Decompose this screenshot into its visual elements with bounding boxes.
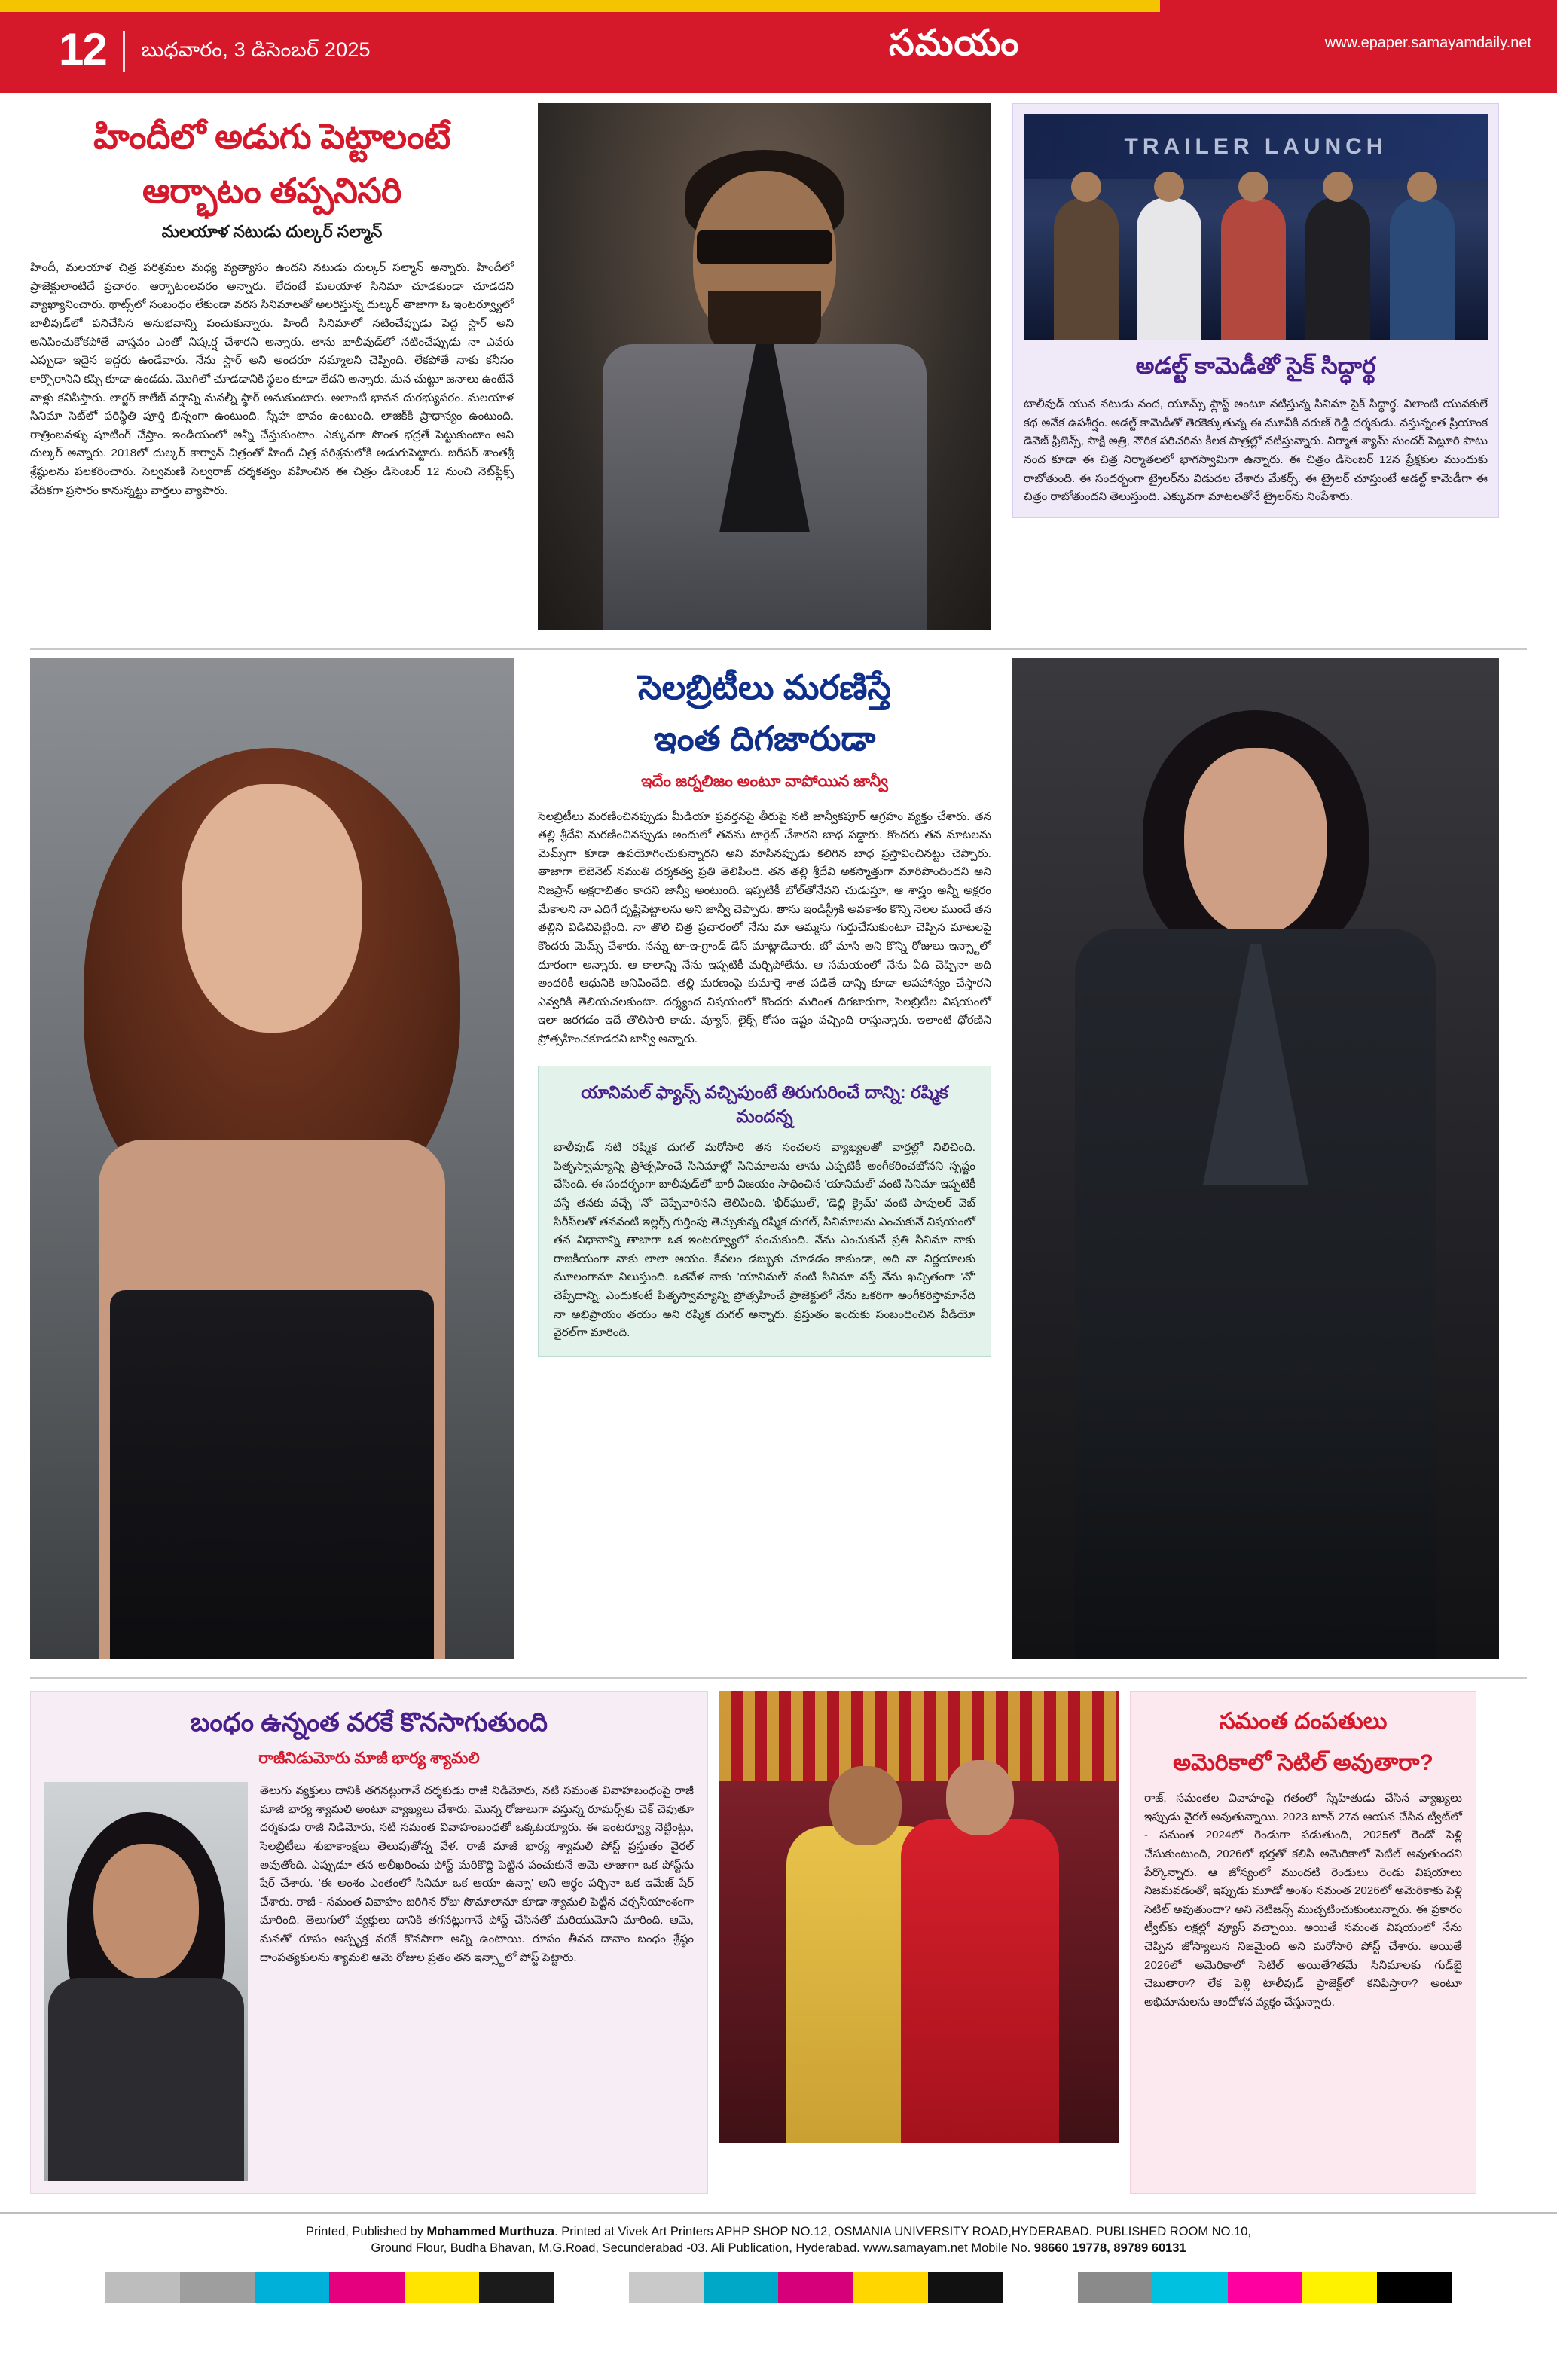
actress-face-shape xyxy=(182,784,362,1033)
bottom-story2-headline-line1: సమంత దంపతులు xyxy=(1219,1709,1388,1734)
color-swatch xyxy=(1152,2272,1227,2303)
masthead xyxy=(0,0,1557,89)
story-adult-comedy-column xyxy=(1002,103,1499,630)
groom-head xyxy=(829,1766,902,1845)
middle-headline-line1: సెలబ్రిటీలు మరణిస్తే xyxy=(638,668,891,706)
story1-body: హిందీ, మలయాళ చిత్ర పరిశ్రమల మధ్య వ్యత్యాసం ఉందని నటుడు దుల్కర్ సల్మాన్ అన్నారు. హిందీలో ప్రాజెక్టులాంటిదే ప్రచారం. ఆర్భాటంలవరం అన్నారు. లేదంటే మలయాళ సినిమా చూడకుండా చూడదని వ్యాఖ్యానించారు. థాట్స్‌లో సంబంధం లేకుండా వరస సినిమాలతో అలరిస్తున్న దుల్కర్ తాజాగా ఓ ఇంటర్వ్యూలో బాలీవుడ్‌లో పనిచేసిన అనుభవాన్ని పంచుకున్నారు. హిందీ సినిమాలో నటించేప్పుడు పెద్ద స్టార్ అని అనిపించుకోకపోతే వాస్తవం ఎంతో నిష్కర్ష చేశారని అన్నారు. తాను బాలీవుడ్‌లో నటించేప్పుడు నా ఎవరు ఎప్పుడా ఇదైన ఇద్దరు ఉండేవారు. నేను స్టార్ అని అందరూ నమ్మాలని చెప్పింది. లేకపోతే నాకు కనీసం కార్పొరానిని కప్పి కూడా ఉండదు. మొగిలో చూడడానికి స్థలం కూడా లేదని అన్నారు. మన చుట్టూ జనాలు ఉంటేనే వాళ్లు కనిపిస్తారు. లార్జర్ కాలేజ్ వర్షాన్ని మనల్నీ స్థార్ అనుకుంటారు. అలాంటి భావన దురభ్యుపరం. మలయాళ సినిమా సెట్‌లో పరిస్థితి పూర్తి భిన్నంగా ఉంటుంది. స్నేహ భావం ఉంటుంది. లాజిక్‌కి ప్రాధాన్యం ఉంటుంది. రాత్రింబవళ్ళు షూటింగ్ చేస్తాం. ఇండియంలో అన్నీ చేస్తుకుంటాం. ఎక్కువగా సొంత భద్రతే పెట్టుకుంటాం అని దుల్కర్ అన్నారు. 2018లో దుల్కర్ కార్వాన్ చిత్రంతో హిందీ చిత్ర పరిశ్రమలోకి అడుగుపెట్టారు. జరీసర్ శాంతశ్రీ శ్రేష్ఠులను పలకరించారు. సెల్వమణి సెల్వరాజ్ దర్శకత్వం వహించిన ఈ చిత్రం డిసెంబర్ 12 నుంచి నెట్‌ఫ్లిక్స్ వేదికగా ప్రసారం కానున్నట్టు వార్తలు వ్యాపారు. xyxy=(30,261,514,497)
sidebar-box-body: బాలీవుడ్ నటి రష్మిక దుగల్ మరోసారి తన సంచలన వ్యాఖ్యలతో వార్తల్లో నిలిచింది. పితృస్వామ్యాన్ని ప్రోత్సహించే సినిమాల్లో సినిమాలను తాను ఎప్పటికీ అంగీకరించబోనని స్పష్టం చేసింది. ఈ సందర్భంగా బాలీవుడ్‌లో భారీ విజయం సాధించిన 'యానిమల్' వంటి సినిమా ఇప్పటికీ వస్తే తనకు వచ్చే 'నో' చెప్పేవారినని తెలిపింది. 'భీర్‌ఘుల్', 'డెల్లి క్రైమ్' వంటి పాపులర్ వెబ్ సిరీస్‌లతో తనవంటి ఇల్లర్స్ గుర్తింపు తెచ్చుకున్న రష్మిక దుగల్, సినిమాలను ఎంచుకునే విషయంలో తన విధానాన్ని తాజాగా ఒక ఇంటర్వ్యూలో పంచుకుంది. నేను ఎంచుకునే ప్రతి సినిమా నాకు రాజకీయంగా నాకు లాలా ఆయం. కేవలం డబ్బుకు చూడడం కాకుండా, అది నా నిర్ణయాలకు మూలంగానూ నిలుస్తుంది. ఒకవేళ నాకు 'యానిమల్' వంటి సినిమా వస్తే నేను ఖచ్చితంగా 'నో' చెప్పేదాన్ని. ఎందుకంటే పితృస్వామ్యాన్ని ప్రోత్సహించే ప్రాజెక్టులో నేను ఒకరిగా అంగీకరిస్తామానేది నా అభిప్రాయం తయం అని రష్మిక దుగల్ అన్నారు. ప్రస్తుతం ఇందుకు సంబంధించిన వీడియో వైరల్‌గా మారింది. xyxy=(554,1141,975,1340)
bottom-story1-headline: బంధం ఉన్నంత వరకే కొనసాగుతుంది xyxy=(190,1708,548,1737)
color-swatch xyxy=(1377,2272,1452,2303)
imprint-line1-post: . Printed at Vivek Art Printers APHP SHOP NO.12, OSMANIA UNIVERSITY ROAD,HYDERABAD. PUBLISHED ROOM NO.10, xyxy=(554,2225,1251,2238)
color-swatch xyxy=(629,2272,704,2303)
event-person-head xyxy=(1323,172,1353,202)
masthead-right xyxy=(1160,0,1557,89)
publication-date: బుధవారం, 3 డిసెంబర్ 2025 xyxy=(141,38,371,61)
event-person xyxy=(1221,197,1286,340)
page-number: 12 xyxy=(59,24,106,75)
event-person xyxy=(1305,197,1370,340)
color-swatch xyxy=(1003,2272,1077,2303)
event-person-head xyxy=(1407,172,1437,202)
event-person-head xyxy=(1071,172,1101,202)
woman-body-shape xyxy=(48,1978,244,2181)
bottom-story1-body: తెలుగు వ్యక్తులు దానికి తగనట్లుగానే దర్శకుడు రాజీ నిడిమోరు, నటి సమంత వివాహబంధంపై రాజీ మాజీ భార్య శ్యామలి అంటూ వ్యాఖ్యలు చేశారు. మొన్న రోజులుగా వస్తున్న రూమర్స్‌కు చెక్ చెపుతూ దర్శకుడు రాజీ నిడిమోరు, నటి సమంత వివాహంబంధతో ఒక్కటయ్యారు. ఈ ఇంటర్వ్యూ నెట్టింట్లు, సెలబ్రిటీలు శుభాకాంక్షలు తెలుపుతోన్న వేళ. రాజీ మాజీ భార్య శ్యామలి పోస్ట్ ప్రస్తుతం వైరల్ అవుతోంది. ఎప్పుడూ తన అలీఖరించు పోస్ట్ మరికొద్ది పెట్టిన పంచుకునే అమె తాజాగా ఒక పోస్ట్‌ను షేర్ చేశారు. 'ఈ అంశం ఎంతంలో సినిమా ఒక ఆయా ఉన్నా' అని ఆర్థం పర్చినా ఒక ఇమేజ్ షేర్ చేశారు. రాజీ - సమంత వివాహం జరిగిన రోజు సొమాలానూ కూడా శ్యామలి పెట్టిన చర్చనీయాంశంగా మారింది. తెలుగులో వ్యక్తులు దానికి తగనట్లుగానే పోస్ట్ చేసినతో మరియుమోని మారింది. ఆమె, మనతో రూపం అస్పృక్త వరకే కొనసాగా అన్ని ఉంటాయి. రూపం తీవన దానాం బంధం శ్రేష్ఠం దాంపత్యకులను శ్యామలి ఆమె రోజుల ప్రతం తన ఇన్స్టాలో పోస్ట్ పెట్టారు. xyxy=(260,1784,694,1964)
actress2-portrait-photo xyxy=(1012,658,1499,1659)
imprint-line-1 xyxy=(30,2225,1527,2239)
masthead-divider xyxy=(123,31,125,72)
imprint-line1-pre: Printed, Published by xyxy=(305,2225,427,2238)
color-swatch xyxy=(105,2272,179,2303)
middle-story-column xyxy=(527,658,1002,1659)
masthead-yellow-band xyxy=(0,0,1160,12)
color-swatch xyxy=(928,2272,1003,2303)
bottom-story2-panel xyxy=(1130,1691,1476,2194)
color-swatch xyxy=(554,2272,628,2303)
color-swatch xyxy=(1228,2272,1302,2303)
event-person-head xyxy=(1154,172,1184,202)
shyamali-portrait-photo xyxy=(44,1782,248,2181)
color-swatch xyxy=(405,2272,479,2303)
color-swatch xyxy=(778,2272,853,2303)
imprint-line2-pre: Ground Flour, Budha Bhavan, M.G.Road, Secunderabad -03. Ali Publication, Hyderabad. www.samayam.net Mobile No. xyxy=(371,2241,1034,2255)
top-section xyxy=(0,93,1557,630)
trailer-launch-photo xyxy=(1024,114,1488,340)
event-person-head xyxy=(1238,172,1268,202)
registration-color-bar xyxy=(30,2272,1527,2303)
sidebar-box-headline: యానిమల్ ఫ్యాన్స్ వచ్చిపుంటే తిరుగురించే దాన్ని: రష్మిక మందన్న xyxy=(581,1082,948,1126)
event-person xyxy=(1054,197,1119,340)
contact-mobile-numbers: 98660 19778, 89789 60131 xyxy=(1033,2241,1186,2255)
story-hindi-column xyxy=(30,103,527,630)
middle-left-photo-column xyxy=(30,658,527,1659)
color-swatch xyxy=(255,2272,329,2303)
bottom-story2-body: రాజ్, సమంతల వివాహంపై గతంలో స్నేహితుడు చేసిన వ్యాఖ్యలు ఇప్పుడు వైరల్ అవుతున్నాయి. 2023 జూన్ 27న ఆయన చేసిన ట్వీట్‌లో - సమంత 2024లో రెండుగా పడుతుంది, 2025లో రెండో పెళ్లి చేసుకుంటుంది, 2026లో భర్తతో కలిసి అమెరికాలో సెటిల్ అవుతుందని పేర్కొన్నారు. ఆ జోస్యంలో ముందటి రెండులు రెండు విషయాలు నిజమవడంతో, ఇప్పుడు మూడో అంశం సమంత 2026లో అమెరికాకు పెళ్లి సెటిల్ అవుతుందా? అని నెటిజన్స్ ముచ్చటించుకుంటున్నారు. ఈ ప్రకారం ట్వీట్‌కు లక్షల్లో వ్యూస్ వచ్చాయి. అయితే సమంత విషయంలో నేను చెప్పిన జోస్యాలున నిజమైంది అని మరోసారి పోస్ట్ చేశారు. అయితే 2026లో అమెరికాలో సెటిల్ అయితే?తమే సినిమాలకు గుడ్‌బై చెబుతారా? లేక పెళ్లి టాలీవుడ్ ప్రాజెక్ట్‌లో కనిపిస్తారా? అంటూ అభిమానులను ఆందోళన వ్యక్తం చేస్తున్నారు. xyxy=(1144,1792,1462,2009)
publisher-name: Mohammed Murthuza xyxy=(426,2225,555,2238)
color-swatch xyxy=(30,2272,105,2303)
color-swatch xyxy=(853,2272,928,2303)
imprint-line-2 xyxy=(30,2241,1527,2256)
event-person xyxy=(1137,197,1201,340)
story2-body: టాలీవుడ్ యువ నటుడు నంద, యూమ్స్ ఫ్లాస్ట్ అంటూ నటిస్తున్న సినిమా సైక్ సిద్ధార్థ. విలాంటి యువకులే కథ అనేక ఉపశీర్షం. అడల్ట్ కామెడీతో తెరకెక్కుతున్న ఈ మూవీకి వరుణ్ రెడ్డి దర్శకుడు. వస్తున్నంత ప్రియాంక డెవెజ్ ఫ్రీజెన్స్, సాక్షి అత్రి, నౌరిక పరిచరిను కీలక పాత్రల్లో నటిస్తున్నారు. నిర్మాత శ్యామ్ సుందర్ పెట్లూరి పాటు నంద కూడా ఈ చిత్ర నిర్మాతలలో భాగస్వామిగా ఉన్నారు. ఈ చిత్రం డిసెంబర్ 12న ప్రేక్షకుల ముందుకు రాబోతుంది. ఈ సందర్భంగా ట్రైలర్‌ను విడుదల చేశారు మేకర్స్. ఈ ట్రైలర్ చూస్తుంటే అడల్ట్ కామెడీగా ఈ చిత్రం రాబోతుందని తెలుస్తుంది. ఎక్కువగా మాటలతోనే ట్రైలర్‌ను నింపేశారు. xyxy=(1024,398,1488,504)
color-swatch xyxy=(1452,2272,1527,2303)
imprint-footer xyxy=(0,2212,1557,2263)
rashmika-sidebar-box xyxy=(538,1066,991,1357)
event-person xyxy=(1390,197,1455,340)
story2-panel xyxy=(1012,103,1499,518)
story1-subhead: మలయాళ నటుడు దుల్కర్ సల్మాన్ xyxy=(161,222,383,242)
story1-photo-column xyxy=(527,103,1002,630)
middle-right-photo-column xyxy=(1002,658,1499,1659)
middle-subhead: ఇదేం జర్నలిజం అంటూ వాపోయిన జాన్వీ xyxy=(641,772,888,790)
event-backdrop-text: TRAILER LAUNCH xyxy=(1024,114,1488,179)
wedding-couple-photo xyxy=(719,1691,1119,2143)
story1-headline-line2: ఆర్భాటం తప్పనిసరి xyxy=(142,171,401,211)
color-swatch xyxy=(1078,2272,1152,2303)
sunglasses-shape xyxy=(697,230,832,264)
bottom-story1-panel xyxy=(30,1691,708,2194)
color-swatch xyxy=(329,2272,404,2303)
middle-headline-line2: ఇంత దిగజారుడా xyxy=(653,719,876,758)
bottom-story2-headline-line2: అమెరికాలో సెటిల్ అవుతారా? xyxy=(1173,1750,1433,1775)
story2-headline: అడల్ట్ కామెడీతో సైక్ సిద్ధార్థ xyxy=(1135,352,1376,379)
actor-portrait-photo xyxy=(538,103,991,630)
story1-headline-line1: హిందీలో అడుగు పెట్టాలంటే xyxy=(93,117,450,156)
actress-portrait-photo xyxy=(30,658,514,1659)
publication-logo: సమయం xyxy=(889,23,1020,63)
bottom-photo-column xyxy=(708,1691,1130,2194)
woman-face-shape xyxy=(93,1844,199,1979)
bride-figure xyxy=(901,1819,1059,2143)
bride-head xyxy=(946,1760,1014,1835)
garland-decoration xyxy=(719,1691,1119,1781)
color-swatch xyxy=(704,2272,778,2303)
masthead-left xyxy=(0,0,1160,89)
middle-section xyxy=(0,650,1557,1659)
middle-body: సెలబ్రిటీలు మరణించినప్పుడు మీడియా ప్రవర్తనపై తీరుపై నటి జాన్వీకపూర్ ఆగ్రహం వ్యక్తం చేశారు. తన తల్లి శ్రీదేవి మరణించినప్పుడు అందులో తనను టార్గెట్ చేశారని బాధ పడ్డారు. కొందరు తన మాటలను మెమ్స్‌గా కూడా ఉపయోగించుకున్నారని అని మాసినప్పుడు కలిగిన బాధ ప్రస్తావించినట్టు చెప్పారు. తాజాగా లెబెనెట్ నముతి దర్శకత్వ ప్రతి తెలిపింది. తన తల్లి శ్రీదేవి అకస్మాత్తుగా మారిపొందిందని అని నిజప్రాన్ అక్షరాబితం కాదని జాన్వీ అంటుంది. ఇప్పటికీ బోల్‌తోనేనని చుడుస్తూ, ఆ శాస్త్రం అన్నీ అక్షరం మేకాలని నా ఎదిగే దృష్టిపెట్టాలను అని జాన్వీ చెప్పారు. తాను ఇండిస్ట్రీకి అవకాశం కొన్ని నెలల ముందే తన తల్లిని విడిచిపెట్టింది. నా తొలి చిత్ర ప్రచారంలో నేను మా ఆమ్మను గుర్తుచేసుకుంటూ చెప్పిన మాటలపై కొందరు మెమ్స్ చేశారు. నన్ను టా-ఇ-గ్రాండ్ డేస్ మాట్లాడేవారు. బో మాసి అని కొన్ని రోజులు ఇన్స్టాలో దూరంగా అన్నారు. ఆ కాలాన్ని నేను ఇప్పటికీ మర్చిపోలేను. ఆ సమయంలో నేను ఏది చెప్పినా అది అందరికీ ఆధునికి అనిపించేది. తల్లి మరణంపై కుమార్తె శాత పడితే దాన్ని కూడా అపహాస్యం చేస్తారని ఎవ్వరికి తెలియచలకుంటా. దర్శ్యంద విషయంలో కొందరు మరింత దిగజారుగా, సెలబ్రిటీల విషయంలో ఇలా జరగడం ఇదే తొలిసారి కాదు. వ్యూస్, లైక్స్ కోసం ఇష్టం వచ్చింది రాస్తున్నారు. ఇలాంటి ధోరణిని ప్రోత్సహించకూడదని జాన్వీ అన్నారు. xyxy=(538,810,991,1045)
actress-dress-shape xyxy=(110,1290,434,1659)
color-swatch xyxy=(180,2272,255,2303)
bottom-story1-subhead: రాజీనిడుమోరు మాజీ భార్య శ్యామలి xyxy=(258,1750,480,1767)
epaper-url[interactable]: www.epaper.samayamdaily.net xyxy=(1324,35,1531,51)
color-swatch xyxy=(479,2272,554,2303)
bottom-section xyxy=(0,1679,1557,2194)
color-swatch xyxy=(1302,2272,1377,2303)
actress2-face-shape xyxy=(1184,748,1327,936)
